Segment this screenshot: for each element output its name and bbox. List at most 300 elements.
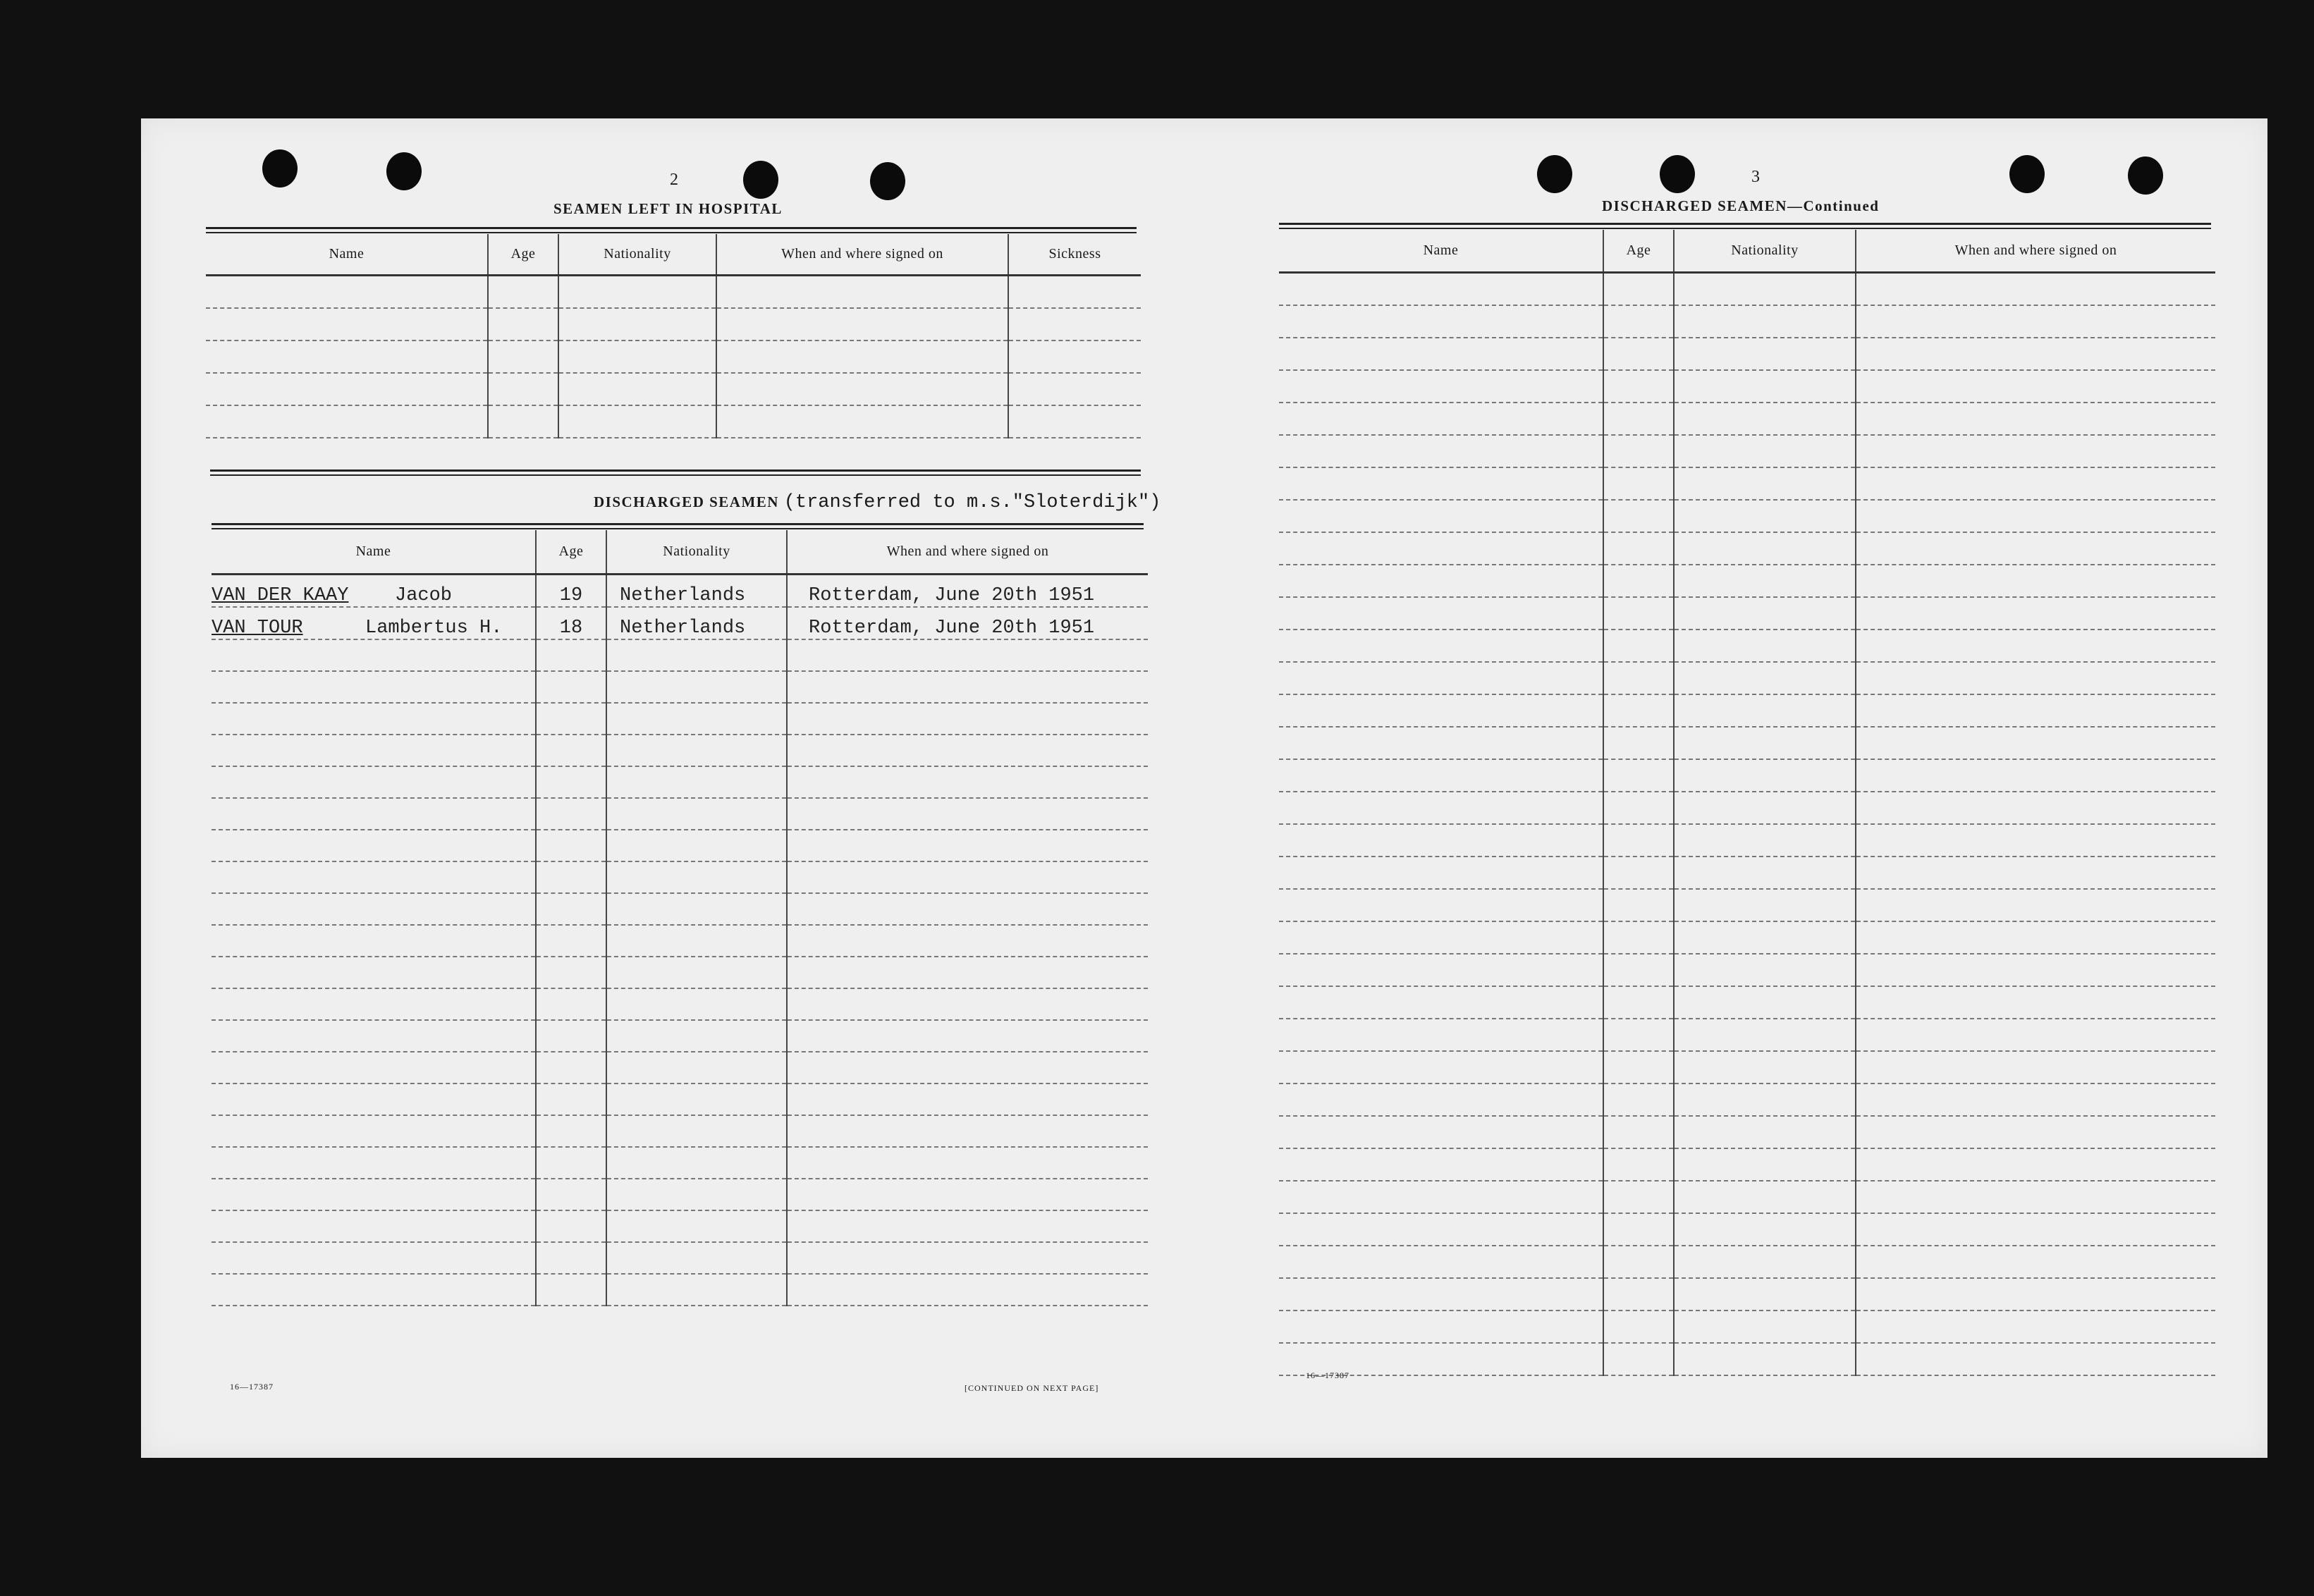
blank-cell [212, 957, 536, 988]
blank-row [1279, 694, 2215, 727]
blank-cell [1856, 1246, 2215, 1278]
blank-cell [606, 1084, 787, 1115]
blank-cell [1279, 1246, 1603, 1278]
blank-cell [606, 639, 787, 671]
blank-cell [1603, 370, 1674, 403]
blank-cell [1279, 1019, 1603, 1051]
blank-cell [536, 639, 606, 671]
blank-cell [212, 1052, 536, 1084]
punch-hole [1537, 155, 1572, 193]
blank-cell [1674, 954, 1856, 986]
blank-cell [1279, 1051, 1603, 1084]
blank-cell [1279, 727, 1603, 759]
blank-cell [787, 1147, 1148, 1179]
blank-row [1279, 305, 2215, 338]
blank-cell [787, 893, 1148, 925]
blank-cell [536, 798, 606, 830]
age-cell [536, 574, 606, 607]
blank-row [212, 1242, 1148, 1274]
blank-row [1279, 1310, 2215, 1343]
punch-hole [870, 162, 905, 200]
blank-cell [1279, 1181, 1603, 1213]
blank-cell [606, 1052, 787, 1084]
blank-cell [1674, 824, 1856, 857]
blank-cell [787, 798, 1148, 830]
blank-cell [206, 308, 488, 340]
blank-cell [1856, 630, 2215, 662]
blank-cell [536, 1147, 606, 1179]
blank-cell [536, 1020, 606, 1052]
blank-cell [1856, 1051, 2215, 1084]
discharged-header-row [212, 530, 1148, 574]
blank-row [212, 735, 1148, 766]
blank-cell [1856, 824, 2215, 857]
blank-row [206, 373, 1141, 405]
blank-cell [212, 639, 536, 671]
blank-cell [787, 1052, 1148, 1084]
blank-cell [1603, 857, 1674, 889]
blank-row [1279, 1343, 2215, 1375]
blank-cell [212, 1115, 536, 1147]
blank-cell [716, 405, 1008, 438]
blank-cell [1856, 565, 2215, 597]
blank-cell [787, 766, 1148, 798]
header-age: Age [1603, 230, 1674, 272]
blank-cell [1279, 954, 1603, 986]
blank-cell [716, 373, 1008, 405]
blank-row [1279, 889, 2215, 921]
discharged-title-text: DISCHARGED SEAMEN [594, 493, 779, 510]
blank-cell [212, 735, 536, 766]
blank-cell [606, 766, 787, 798]
blank-cell [606, 1179, 787, 1210]
blank-cell [787, 1210, 1148, 1242]
blank-cell [787, 830, 1148, 861]
blank-cell [1603, 986, 1674, 1019]
blank-row [1279, 1246, 2215, 1278]
blank-row [1279, 1213, 2215, 1246]
blank-cell [536, 1242, 606, 1274]
age-value: 18 [559, 617, 583, 639]
blank-cell [536, 861, 606, 893]
blank-cell [212, 925, 536, 957]
blank-cell [1603, 1310, 1674, 1343]
blank-cell [1279, 857, 1603, 889]
blank-row [212, 925, 1148, 957]
header-nationality: Nationality [606, 530, 787, 574]
blank-cell [1279, 1148, 1603, 1181]
continued-table [1279, 230, 2215, 1376]
blank-cell [1856, 759, 2215, 792]
blank-cell [212, 1242, 536, 1274]
blank-cell [1856, 597, 2215, 630]
table-row [212, 607, 1148, 639]
nationality-value: Netherlands [620, 617, 746, 639]
blank-cell [1674, 921, 1856, 954]
blank-cell [606, 988, 787, 1020]
punch-hole [262, 149, 298, 188]
hospital-bottom-rule [210, 469, 1141, 476]
blank-cell [1603, 727, 1674, 759]
blank-cell [536, 1274, 606, 1306]
blank-cell [1603, 1019, 1674, 1051]
blank-cell [1856, 467, 2215, 500]
blank-cell [1008, 308, 1141, 340]
blank-row [212, 1274, 1148, 1306]
age-value: 19 [559, 584, 583, 606]
blank-cell [1674, 630, 1856, 662]
blank-cell [606, 1147, 787, 1179]
blank-cell [1279, 630, 1603, 662]
blank-cell [1856, 1084, 2215, 1116]
blank-cell [1856, 1116, 2215, 1148]
blank-cell [1856, 1019, 2215, 1051]
discharged-top-rule [212, 523, 1144, 529]
surname: VAN TOUR [212, 617, 303, 639]
blank-cell [787, 925, 1148, 957]
blank-row [206, 405, 1141, 438]
continued-header-row [1279, 230, 2215, 272]
blank-row [212, 1052, 1148, 1084]
blank-cell [1279, 1213, 1603, 1246]
page-number-left: 2 [670, 171, 679, 189]
given-name: Jacob [395, 584, 453, 606]
blank-cell [558, 340, 716, 373]
blank-cell [212, 798, 536, 830]
header-signed-on: When and where signed on [716, 234, 1008, 275]
blank-cell [1279, 1310, 1603, 1343]
blank-cell [1603, 1116, 1674, 1148]
blank-cell [212, 703, 536, 735]
blank-cell [1603, 954, 1674, 986]
blank-cell [488, 308, 558, 340]
blank-cell [1603, 630, 1674, 662]
blank-cell [1674, 889, 1856, 921]
blank-cell [606, 671, 787, 703]
blank-cell [787, 1179, 1148, 1210]
surname: VAN DER KAAY [212, 584, 349, 606]
blank-cell [1856, 305, 2215, 338]
blank-cell [1603, 435, 1674, 467]
blank-cell [536, 893, 606, 925]
blank-cell [1279, 370, 1603, 403]
blank-row [212, 1147, 1148, 1179]
discharged-typed-note: (transferred to m.s."Sloterdijk") [783, 492, 1161, 513]
blank-cell [1856, 694, 2215, 727]
blank-row [1279, 565, 2215, 597]
nationality-cell [606, 607, 787, 639]
blank-cell [536, 988, 606, 1020]
blank-cell [1674, 1278, 1856, 1310]
blank-row [212, 671, 1148, 703]
blank-cell [1603, 1051, 1674, 1084]
blank-row [212, 957, 1148, 988]
blank-row [1279, 727, 2215, 759]
blank-row [212, 1179, 1148, 1210]
blank-row [1279, 1278, 2215, 1310]
blank-cell [1856, 662, 2215, 694]
blank-row [1279, 630, 2215, 662]
blank-cell [212, 1020, 536, 1052]
blank-cell [1674, 727, 1856, 759]
blank-cell [1008, 373, 1141, 405]
blank-cell [1674, 500, 1856, 532]
blank-cell [536, 1179, 606, 1210]
blank-cell [1603, 662, 1674, 694]
blank-row [212, 798, 1148, 830]
blank-row [206, 275, 1141, 308]
blank-cell [1603, 759, 1674, 792]
blank-cell [606, 1210, 787, 1242]
blank-row [1279, 759, 2215, 792]
blank-cell [1603, 597, 1674, 630]
blank-cell [212, 1210, 536, 1242]
blank-cell [1856, 1310, 2215, 1343]
blank-cell [1674, 694, 1856, 727]
name-cell [212, 574, 536, 607]
blank-cell [1279, 305, 1603, 338]
blank-row [1279, 500, 2215, 532]
blank-cell [787, 671, 1148, 703]
blank-row [212, 1115, 1148, 1147]
header-nationality: Nationality [1674, 230, 1856, 272]
blank-cell [1674, 986, 1856, 1019]
blank-cell [1008, 275, 1141, 308]
blank-cell [1279, 403, 1603, 435]
blank-cell [606, 957, 787, 988]
blank-cell [1603, 824, 1674, 857]
blank-cell [1279, 500, 1603, 532]
blank-cell [606, 861, 787, 893]
blank-cell [1674, 1051, 1856, 1084]
blank-cell [1603, 1343, 1674, 1375]
form-number-right: 16—17387 [1306, 1370, 1349, 1380]
table-row [212, 574, 1148, 607]
blank-cell [212, 766, 536, 798]
blank-cell [1279, 759, 1603, 792]
blank-row [1279, 1019, 2215, 1051]
blank-cell [1674, 565, 1856, 597]
blank-row [1279, 467, 2215, 500]
blank-cell [558, 373, 716, 405]
form-number-left: 16—17387 [230, 1382, 274, 1392]
blank-cell [787, 957, 1148, 988]
blank-cell [787, 703, 1148, 735]
blank-cell [1279, 694, 1603, 727]
blank-row [1279, 921, 2215, 954]
discharged-section-title [594, 492, 1161, 513]
blank-cell [1008, 405, 1141, 438]
blank-cell [606, 703, 787, 735]
blank-cell [488, 373, 558, 405]
header-name: Name [1279, 230, 1603, 272]
blank-cell [1279, 338, 1603, 370]
blank-row [1279, 662, 2215, 694]
blank-cell [1279, 272, 1603, 305]
blank-cell [212, 861, 536, 893]
blank-cell [1603, 1278, 1674, 1310]
blank-cell [1279, 986, 1603, 1019]
signed-on-value: Rotterdam, June 20th 1951 [809, 584, 1095, 606]
header-nationality: Nationality [558, 234, 716, 275]
blank-row [1279, 954, 2215, 986]
blank-cell [206, 340, 488, 373]
signed-on-value: Rotterdam, June 20th 1951 [809, 617, 1095, 639]
blank-row [1279, 435, 2215, 467]
blank-cell [1279, 435, 1603, 467]
continued-note: [CONTINUED ON NEXT PAGE] [965, 1383, 1099, 1393]
hospital-table [206, 234, 1141, 438]
blank-cell [1603, 532, 1674, 565]
blank-cell [1674, 305, 1856, 338]
blank-cell [1603, 921, 1674, 954]
blank-row [212, 1020, 1148, 1052]
blank-cell [1603, 500, 1674, 532]
blank-cell [1603, 1181, 1674, 1213]
blank-cell [1674, 1116, 1856, 1148]
blank-row [1279, 1148, 2215, 1181]
blank-cell [787, 1274, 1148, 1306]
hospital-header-row [206, 234, 1141, 275]
blank-cell [488, 275, 558, 308]
blank-cell [1674, 435, 1856, 467]
nationality-cell [606, 574, 787, 607]
blank-cell [536, 703, 606, 735]
blank-cell [1856, 370, 2215, 403]
blank-row [1279, 792, 2215, 824]
blank-cell [1603, 1213, 1674, 1246]
blank-cell [558, 275, 716, 308]
punch-hole [1660, 155, 1695, 193]
punch-hole [743, 161, 778, 199]
blank-cell [536, 925, 606, 957]
blank-row [1279, 1084, 2215, 1116]
blank-cell [1674, 662, 1856, 694]
nationality-value: Netherlands [620, 584, 746, 606]
blank-row [212, 988, 1148, 1020]
blank-row [1279, 824, 2215, 857]
blank-row [212, 1210, 1148, 1242]
blank-cell [1674, 597, 1856, 630]
blank-cell [536, 1084, 606, 1115]
blank-cell [1279, 1084, 1603, 1116]
blank-row [1279, 1181, 2215, 1213]
name-cell [212, 607, 536, 639]
blank-cell [488, 340, 558, 373]
blank-cell [1856, 500, 2215, 532]
blank-cell [787, 1115, 1148, 1147]
blank-cell [787, 735, 1148, 766]
blank-cell [1856, 435, 2215, 467]
blank-cell [536, 1210, 606, 1242]
blank-row [206, 340, 1141, 373]
blank-cell [1603, 694, 1674, 727]
blank-cell [536, 1052, 606, 1084]
punch-hole [2128, 156, 2163, 195]
punch-hole [386, 152, 422, 190]
blank-row [1279, 370, 2215, 403]
header-signed-on: When and where signed on [787, 530, 1148, 574]
header-name: Name [206, 234, 488, 275]
blank-cell [1856, 1148, 2215, 1181]
blank-cell [1603, 338, 1674, 370]
blank-cell [1856, 338, 2215, 370]
blank-cell [1674, 1343, 1856, 1375]
blank-cell [1603, 565, 1674, 597]
blank-cell [206, 275, 488, 308]
blank-cell [606, 1274, 787, 1306]
hospital-section-title: SEAMEN LEFT IN HOSPITAL [553, 200, 783, 217]
blank-cell [1279, 792, 1603, 824]
discharged-table [212, 530, 1148, 1306]
blank-cell [212, 1274, 536, 1306]
blank-row [1279, 986, 2215, 1019]
blank-cell [1674, 1084, 1856, 1116]
blank-row [1279, 857, 2215, 889]
header-name: Name [212, 530, 536, 574]
blank-cell [1279, 565, 1603, 597]
blank-cell [1674, 272, 1856, 305]
blank-cell [1279, 1116, 1603, 1148]
blank-cell [1674, 1019, 1856, 1051]
signed-on-cell [787, 607, 1148, 639]
blank-cell [1856, 403, 2215, 435]
blank-cell [536, 735, 606, 766]
blank-cell [606, 798, 787, 830]
blank-cell [558, 405, 716, 438]
blank-cell [1674, 759, 1856, 792]
blank-cell [787, 1242, 1148, 1274]
blank-row [1279, 597, 2215, 630]
blank-cell [1279, 921, 1603, 954]
blank-cell [1856, 1181, 2215, 1213]
blank-cell [1674, 1310, 1856, 1343]
blank-cell [787, 988, 1148, 1020]
blank-cell [1279, 662, 1603, 694]
blank-cell [558, 308, 716, 340]
blank-cell [787, 1084, 1148, 1115]
blank-row [212, 861, 1148, 893]
blank-row [1279, 1051, 2215, 1084]
blank-cell [536, 957, 606, 988]
blank-cell [716, 275, 1008, 308]
blank-cell [1856, 954, 2215, 986]
blank-cell [1603, 792, 1674, 824]
blank-cell [212, 1179, 536, 1210]
blank-cell [1674, 857, 1856, 889]
continued-top-rule [1279, 223, 2211, 229]
blank-cell [1279, 467, 1603, 500]
blank-cell [606, 893, 787, 925]
blank-cell [1674, 403, 1856, 435]
blank-cell [1603, 1084, 1674, 1116]
blank-cell [212, 988, 536, 1020]
blank-cell [1674, 792, 1856, 824]
blank-cell [212, 830, 536, 861]
blank-cell [206, 405, 488, 438]
blank-cell [716, 340, 1008, 373]
blank-cell [1674, 338, 1856, 370]
blank-cell [606, 925, 787, 957]
blank-cell [1856, 889, 2215, 921]
blank-cell [1674, 467, 1856, 500]
blank-cell [1856, 1213, 2215, 1246]
blank-cell [1603, 467, 1674, 500]
punch-hole [2009, 155, 2045, 193]
blank-row [212, 1084, 1148, 1115]
blank-row [1279, 403, 2215, 435]
blank-cell [1674, 1148, 1856, 1181]
